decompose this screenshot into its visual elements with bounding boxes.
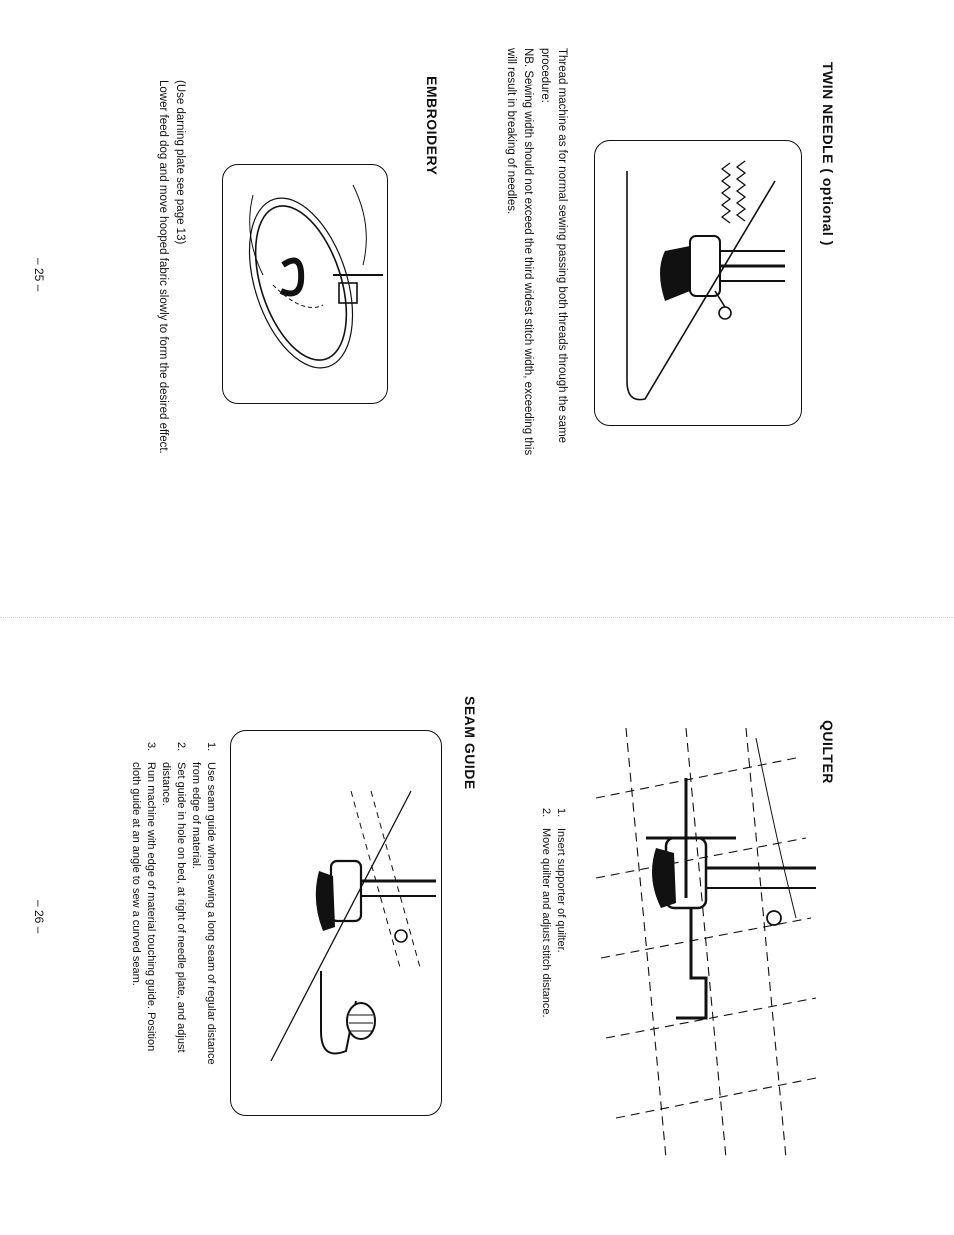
quilter-steps [538, 808, 568, 1068]
seam-guide-step-num: 2. [175, 742, 187, 752]
page-number-25: – 25 – [32, 258, 46, 292]
seam-guide-illustration [230, 730, 442, 1116]
seam-guide-step [188, 742, 218, 1074]
quilter-step-text: Move quilter and adjust stitch distance. [540, 828, 552, 1018]
quilter-drawing [586, 718, 820, 1168]
quilter-step [538, 808, 553, 1068]
quilter-heading: QUILTER [820, 720, 836, 784]
quilter-illustration [586, 718, 820, 1168]
quilter-step-num: 1. [555, 808, 567, 818]
twin-needle-line-2: procedure: [539, 48, 551, 103]
seam-guide-step-num: 1. [205, 742, 217, 752]
seam-guide-steps [128, 742, 218, 1074]
seam-guide-step [158, 742, 188, 1074]
embroidery-heading: EMBROIDERY [424, 76, 440, 176]
quilter-step [553, 808, 568, 1068]
embroidery-illustration [222, 164, 388, 404]
seam-guide-step-text: Use seam guide when sewing a long seam of regular distance from edge of material. [190, 762, 217, 1065]
seam-guide-step-text: Run machine with edge of material touching guide. Position cloth guide at an angle to sew a curved seam. [130, 762, 157, 1052]
twin-needle-illustration [594, 140, 802, 426]
page-number-26: – 26 – [32, 900, 46, 934]
seam-guide-step [128, 742, 158, 1074]
embroidery-drawing [223, 165, 387, 403]
twin-needle-line-4: will result in breaking of needles. [505, 48, 517, 215]
twin-needle-line-3: NB. Sewing width should not exceed the third widest stitch width, exceeding this [522, 48, 534, 456]
page-fold-line [0, 617, 954, 618]
twin-needle-drawing [595, 141, 801, 425]
quilter-step-num: 2. [540, 808, 552, 818]
twin-needle-heading: TWIN NEEDLE ( optional ) [820, 62, 836, 246]
embroidery-line-2: Lower feed dog and move hooped fabric slowly to form the desired effect. [157, 80, 169, 454]
embroidery-line-1: (Use darning plate see page 13) [174, 80, 186, 245]
seam-guide-drawing [231, 731, 441, 1115]
twin-needle-line-1: Thread machine as for normal sewing passing both threads through the same [556, 48, 568, 444]
seam-guide-step-text: Set guide in hole on bed, at right of needle plate, and adjust distance. [160, 762, 187, 1053]
embroidery-text [154, 80, 188, 454]
quilter-step-text: Insert supporter of quilter. [555, 828, 567, 953]
twin-needle-text [502, 48, 570, 455]
seam-guide-heading: SEAM GUIDE [462, 696, 478, 790]
seam-guide-step-num: 3. [145, 742, 157, 752]
